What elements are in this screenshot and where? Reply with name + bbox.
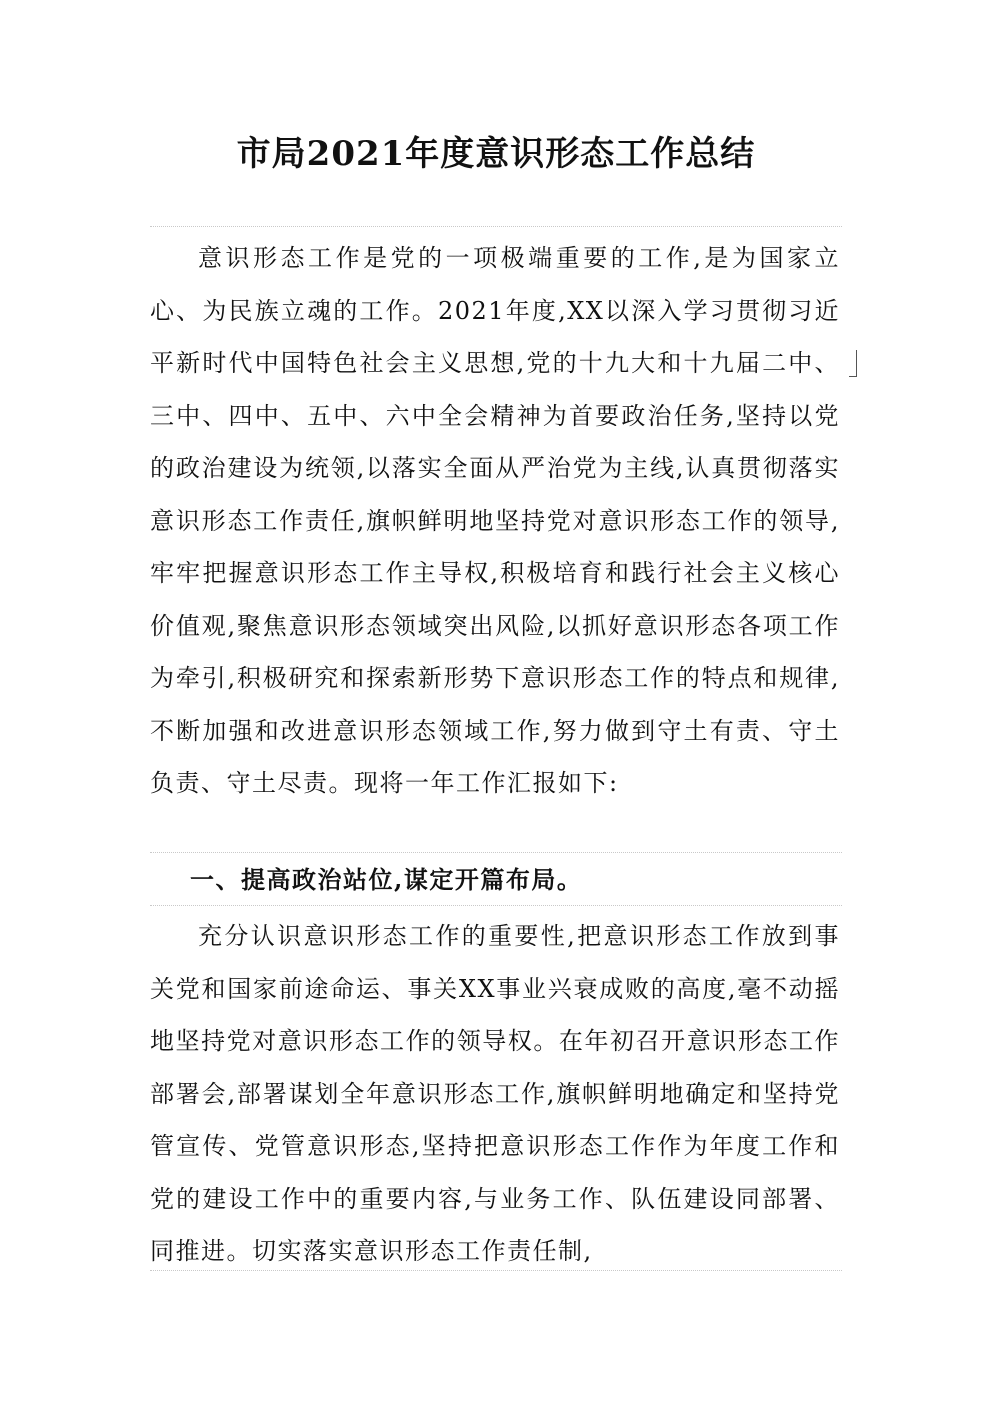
section-1-paragraph: 充分认识意识形态工作的重要性,把意识形态工作放到事关党和国家前途命运、事关XX事业兴衰成败的高度,毫不动摇地坚持党对意识形态工作的领导权。在年初召开意识形态工作部署会,部署谋划全年意识形态工作,旗帜鲜明地确定和坚持党管宣传、党管意识形态,坚持把意识形态工作作为年度工作和党的建设工作中的重要内容,与业务工作、队伍建设同部署、同推进。切实落实意识形态工作责任制, xyxy=(150,922,840,1265)
document-title: 市局2021年度意识形态工作总结 xyxy=(236,134,756,174)
divider-bottom xyxy=(150,1270,842,1271)
divider-top xyxy=(150,226,842,227)
intro-paragraph: 意识形态工作是党的一项极端重要的工作,是为国家立心、为民族立魂的工作。2021年度,XX以深入学习贯彻习近平新时代中国特色社会主义思想,党的十九大和十九届二中、三中、四中、五中、六中全会精神为首要政治任务,坚持以党的政治建设为统领,以落实全面从严治党为主线,认真贯彻落实意识形态工作责任,旗帜鲜明地坚持党对意识形态工作的领导,牢牢把握意识形态工作主导权,积极培育和践行社会主义核心价值观,聚焦意识形态领域突出风险,以抓好意识形态各项工作为牵引,积极研究和探索新形势下意识形态工作的特点和规律,不断加强和改进意识形态领域工作,努力做到守土有责、守土负责、守土尽责。现将一年工作汇报如下: xyxy=(150,244,840,797)
margin-corner-mark xyxy=(849,350,857,377)
divider-under-heading xyxy=(150,905,842,906)
divider-middle xyxy=(150,852,842,853)
section-heading-1: 一、提高政治站位,谋定开篇布局。 xyxy=(190,865,583,894)
